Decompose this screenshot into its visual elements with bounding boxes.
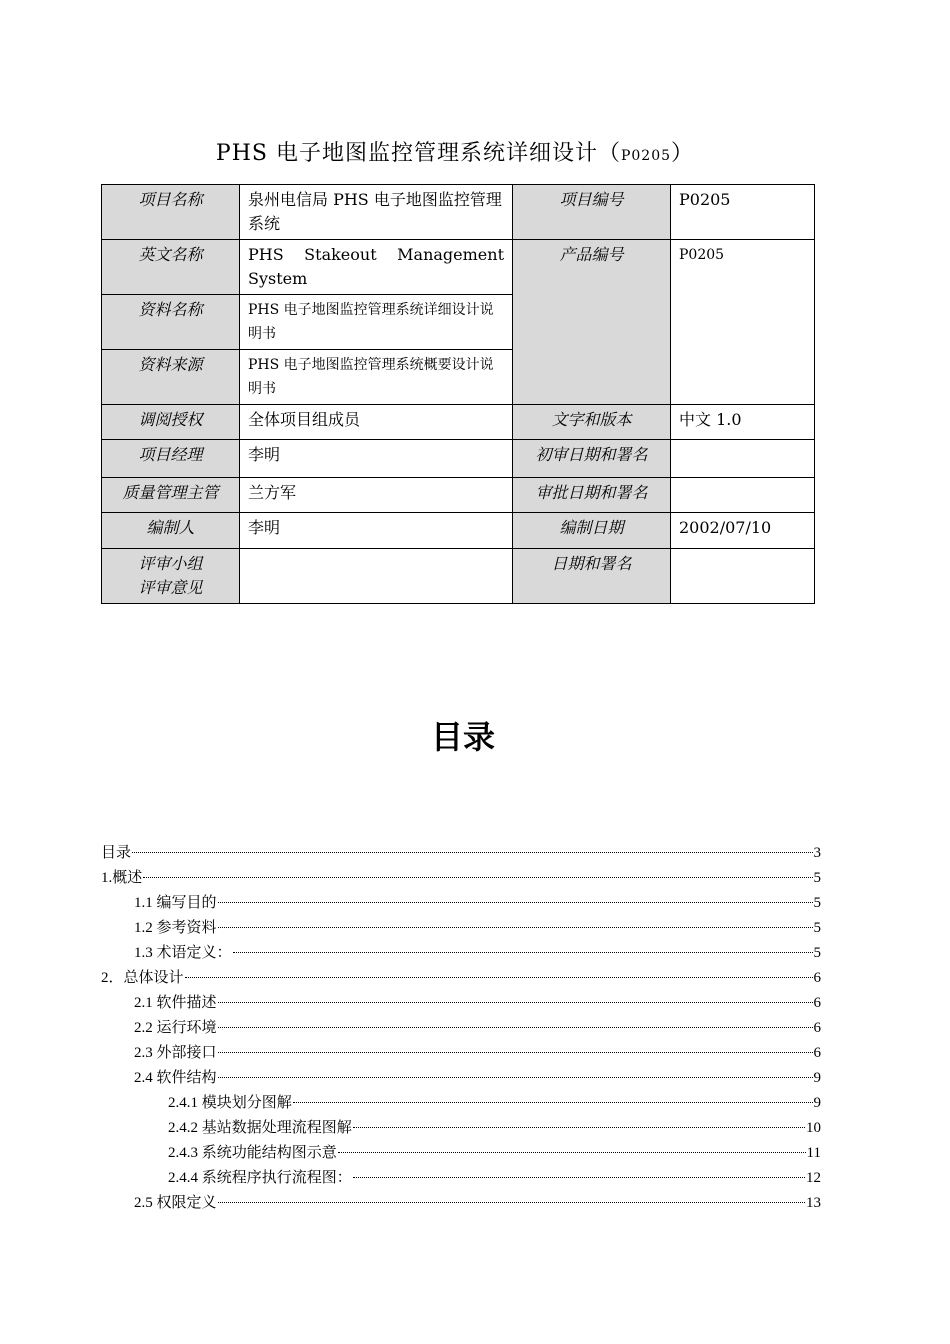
toc-entry[interactable] — [101, 916, 821, 941]
toc-leader — [353, 1177, 805, 1178]
product-no-label: 产品编号 — [513, 240, 671, 405]
toc-entry[interactable] — [101, 1191, 821, 1216]
toc-leader — [143, 877, 812, 878]
doc-source-label: 资料来源 — [102, 350, 240, 405]
toc-entry-text: 2．总体设计 — [101, 970, 184, 986]
project-no-label: 项目编号 — [513, 185, 671, 240]
author-value: 李明 — [240, 513, 513, 549]
toc-entry-text: 2.4.3 系统功能结构图示意 — [168, 1145, 337, 1161]
document-title — [0, 136, 910, 167]
pm-label: 项目经理 — [102, 440, 240, 478]
doc-source-value: PHS 电子地图监控管理系统概要设计说明书 — [240, 350, 513, 405]
toc-entry-text: 目录 — [101, 845, 132, 861]
toc-entry-text: 2.3 外部接口 — [134, 1045, 217, 1061]
toc-entry[interactable] — [101, 941, 821, 966]
toc-entry-text: 1.概述 — [101, 870, 143, 886]
pm-value: 李明 — [240, 440, 513, 478]
review-group-value — [240, 549, 513, 604]
document-code: P0205 — [620, 148, 672, 164]
approval-value — [671, 478, 815, 513]
toc-leader — [293, 1102, 813, 1103]
toc-entry[interactable] — [101, 1116, 821, 1141]
toc-heading: 目录 — [430, 718, 495, 756]
toc-entry-page: 11 — [806, 1145, 821, 1161]
toc-entry-text: 2.4.2 基站数据处理流程图解 — [168, 1120, 352, 1136]
toc-entry-page: 10 — [806, 1120, 821, 1136]
english-name-label: 英文名称 — [102, 240, 240, 295]
toc-entry-text: 1.2 参考资料 — [134, 920, 217, 936]
toc-entry[interactable] — [101, 1066, 821, 1091]
access-value: 全体项目组成员 — [240, 405, 513, 440]
table-of-contents — [101, 841, 821, 1216]
date-label: 编制日期 — [513, 513, 671, 549]
toc-leader — [218, 1202, 805, 1203]
toc-entry-page: 12 — [806, 1170, 821, 1186]
document-title-text: PHS 电子地图监控管理系统详细设计（ — [215, 141, 621, 166]
toc-entry-text: 2.4.4 系统程序执行流程图： — [168, 1170, 352, 1186]
toc-entry-page: 5 — [813, 920, 821, 936]
review-group-label-line1: 评审小组 — [138, 554, 203, 573]
toc-leader — [218, 902, 813, 903]
toc-entry[interactable] — [101, 866, 821, 891]
approval-label: 审批日期和署名 — [513, 478, 671, 513]
review-group-label-line2: 评审意见 — [138, 578, 203, 597]
toc-entry-page: 13 — [806, 1195, 821, 1211]
project-name-value: 泉州电信局 PHS 电子地图监控管理系统 — [240, 185, 513, 240]
toc-leader — [233, 952, 813, 953]
toc-entry-page: 6 — [813, 1045, 821, 1061]
access-label: 调阅授权 — [102, 405, 240, 440]
review-group-label — [102, 549, 240, 604]
language-version-value: 中文 1.0 — [671, 405, 815, 440]
sign-date-label: 日期和署名 — [513, 549, 671, 604]
toc-entry-page: 5 — [813, 870, 821, 886]
toc-leader — [218, 927, 813, 928]
toc-entry-page: 9 — [813, 1070, 821, 1086]
english-name-value: PHS Stakeout Management System — [240, 240, 513, 295]
toc-entry-text: 2.2 运行环境 — [134, 1020, 217, 1036]
toc-entry[interactable] — [101, 891, 821, 916]
qa-label: 质量管理主管 — [102, 478, 240, 513]
toc-entry[interactable] — [101, 1091, 821, 1116]
toc-entry-page: 9 — [813, 1095, 821, 1111]
toc-entry-page: 6 — [813, 970, 821, 986]
qa-value: 兰方军 — [240, 478, 513, 513]
toc-entry[interactable] — [101, 1016, 821, 1041]
toc-entry-text: 2.1 软件描述 — [134, 995, 217, 1011]
toc-leader — [218, 1077, 813, 1078]
author-label: 编制人 — [102, 513, 240, 549]
toc-leader — [218, 1052, 813, 1053]
toc-leader — [218, 1002, 813, 1003]
toc-entry[interactable] — [101, 1041, 821, 1066]
toc-leader — [218, 1027, 813, 1028]
toc-entry-text: 2.5 权限定义 — [134, 1195, 217, 1211]
doc-name-label: 资料名称 — [102, 295, 240, 350]
toc-entry-page: 5 — [813, 895, 821, 911]
document-title-close: ） — [671, 141, 695, 166]
language-version-label: 文字和版本 — [513, 405, 671, 440]
project-no-value: P0205 — [671, 185, 815, 240]
toc-entry-text: 1.3 术语定义： — [134, 945, 232, 961]
project-name-label: 项目名称 — [102, 185, 240, 240]
date-value: 2002/07/10 — [671, 513, 815, 549]
first-review-label: 初审日期和署名 — [513, 440, 671, 478]
project-info-table — [101, 184, 815, 604]
toc-entry[interactable] — [101, 966, 821, 991]
toc-leader — [185, 977, 813, 978]
toc-entry-page: 6 — [813, 1020, 821, 1036]
toc-entry-text: 1.1 编写目的 — [134, 895, 217, 911]
doc-name-value: PHS 电子地图监控管理系统详细设计说明书 — [240, 295, 513, 350]
toc-entry-page: 6 — [813, 995, 821, 1011]
toc-entry[interactable] — [101, 1141, 821, 1166]
toc-entry[interactable] — [101, 841, 821, 866]
toc-entry[interactable] — [101, 991, 821, 1016]
toc-entry-text: 2.4.1 模块划分图解 — [168, 1095, 292, 1111]
toc-leader — [353, 1127, 805, 1128]
toc-entry-page: 3 — [813, 845, 821, 861]
toc-entry-text: 2.4 软件结构 — [134, 1070, 217, 1086]
toc-entry-page: 5 — [813, 945, 821, 961]
toc-leader — [338, 1152, 806, 1153]
toc-entry[interactable] — [101, 1166, 821, 1191]
first-review-value — [671, 440, 815, 478]
sign-date-value — [671, 549, 815, 604]
toc-leader — [132, 852, 812, 853]
product-no-value: P0205 — [671, 240, 815, 405]
